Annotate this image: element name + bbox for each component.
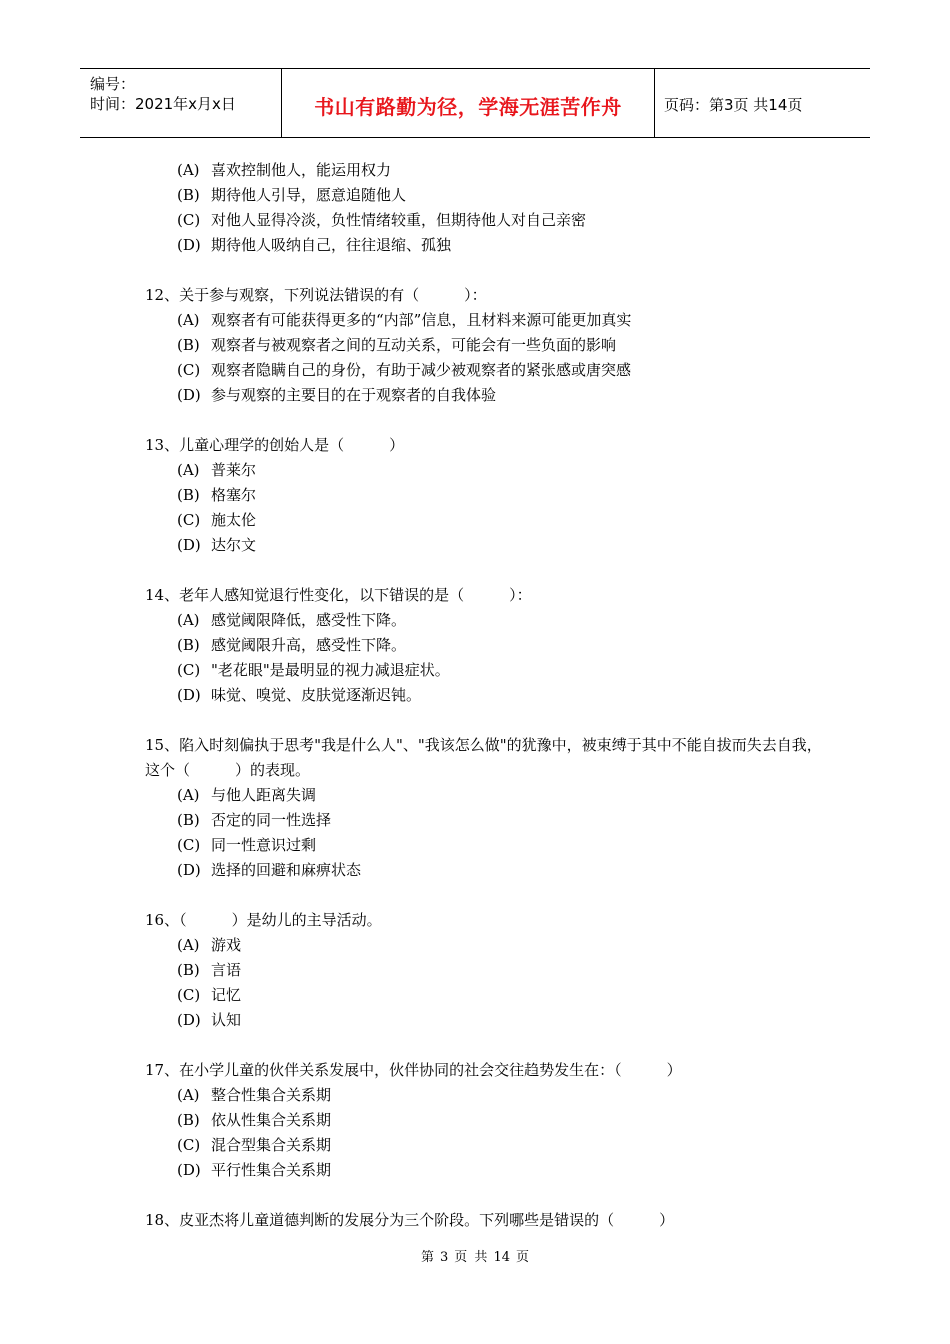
option-c [177,208,586,233]
option-label: (D) [177,236,201,254]
option-c [177,358,631,383]
option-d [177,533,256,558]
option-text: 否定的同一性选择 [211,811,332,829]
option-label: (A) [177,936,200,954]
option-d [177,383,496,408]
option-text: 认知 [211,1011,242,1029]
option-d [177,1158,331,1183]
option-text: 记忆 [211,986,242,1004]
option-a [177,308,631,333]
option-a [177,458,256,483]
option-text: 观察者与被观察者之间的互动关系，可能会有一些负面的影响 [211,336,617,354]
option-c [177,1133,331,1158]
option-d [177,233,451,258]
option-c [177,983,241,1008]
option-d [177,1008,241,1033]
option-b [177,183,406,208]
option-text: 喜欢控制他人，能运用权力 [211,161,392,179]
option-a [177,933,241,958]
footer-page-number: 3 [440,1250,449,1265]
option-label: (B) [177,486,200,504]
option-c [177,833,316,858]
option-label: (B) [177,811,200,829]
option-c [177,658,450,683]
option-b [177,958,241,983]
option-text: 达尔文 [211,536,257,554]
option-label: (B) [177,186,200,204]
number-label: 编号： [90,75,136,93]
header-meta [80,69,282,137]
footer-total-pages: 14 [493,1250,510,1265]
page-info: 页码：第3页 共14页 [664,96,803,114]
option-a [177,783,316,808]
option-a [177,1083,331,1108]
option-text: 整合性集合关系期 [211,1086,332,1104]
option-b [177,633,406,658]
option-text: 观察者隐瞒自己的身份，有助于减少被观察者的紧张感或唐突感 [211,361,632,379]
option-a [177,158,391,183]
option-text: 期待他人引导，愿意追随他人 [211,186,407,204]
question-stem: 14、老年人感知觉退行性变化，以下错误的是（ ）： [145,586,532,604]
option-text: 混合型集合关系期 [211,1136,332,1154]
option-text: 依从性集合关系期 [211,1111,332,1129]
option-d [177,683,421,708]
option-label: (B) [177,961,200,979]
option-text: 同一性意识过剩 [211,836,317,854]
option-label: (C) [177,836,201,854]
option-label: (C) [177,511,201,529]
question-stem: 13、儿童心理学的创始人是（ ） [145,436,405,454]
option-text: 对他人显得冷淡，负性情绪较重，但期待他人对自己亲密 [211,211,587,229]
option-label: (C) [177,1136,201,1154]
option-text: 感觉阈限升高，感受性下降。 [211,636,407,654]
option-label: (D) [177,1161,201,1179]
page-header [80,68,870,138]
option-d [177,858,361,883]
option-label: (B) [177,636,200,654]
option-text: 格塞尔 [211,486,257,504]
question-stem: 12、关于参与观察，下列说法错误的有（ ）： [145,286,487,304]
option-b [177,1108,331,1133]
option-label: (A) [177,161,200,179]
option-text: 观察者有可能获得更多的“内部”信息，且材料来源可能更加真实 [211,311,632,329]
option-text: 期待他人吸纳自己，往往退缩、孤独 [211,236,452,254]
option-text: 参与观察的主要目的在于观察者的自我体验 [211,386,497,404]
option-b [177,808,331,833]
option-label: (D) [177,386,201,404]
option-label: (B) [177,1111,200,1129]
option-text: 感觉阈限降低，感受性下降。 [211,611,407,629]
option-text: 普莱尔 [211,461,257,479]
option-text: 与他人距离失调 [211,786,317,804]
option-label: (C) [177,211,201,229]
option-text: 味觉、嗅觉、皮肤觉逐渐迟钝。 [211,686,422,704]
question-stem: 16、（ ）是幼儿的主导活动。 [145,911,382,929]
option-label: (A) [177,786,200,804]
option-label: (D) [177,861,201,879]
option-text: "老花眼"是最明显的视力减退症状。 [211,661,450,679]
page-footer [0,1246,950,1265]
header-page-cell [655,69,870,137]
option-a [177,608,406,633]
option-c [177,508,256,533]
question-stem: 17、在小学儿童的伙伴关系发展中，伙伴协同的社会交往趋势发生在：（ ） [145,1061,682,1079]
footer-prefix: 第 [421,1250,435,1265]
footer-suffix: 页 [515,1250,529,1265]
option-label: (D) [177,686,201,704]
option-text: 游戏 [211,936,242,954]
option-label: (A) [177,1086,200,1104]
option-label: (A) [177,311,200,329]
question-stem: 18、皮亚杰将儿童道德判断的发展分为三个阶段。下列哪些是错误的（ ） [145,1211,675,1229]
option-label: (C) [177,986,201,1004]
option-label: (A) [177,611,200,629]
option-text: 施太伦 [211,511,257,529]
option-label: (C) [177,361,201,379]
footer-mid: 页 共 [454,1250,488,1265]
option-label: (A) [177,461,200,479]
option-text: 平行性集合关系期 [211,1161,332,1179]
option-label: (D) [177,1011,201,1029]
option-label: (D) [177,536,201,554]
question-stem: 15、陷入时刻偏执于思考"我是什么人"、"我该怎么做"的犹豫中，被束缚于其中不能自拔而失去自我，这个（ ）的表现。 [145,736,822,779]
motto: 书山有路勤为径，学海无涯苦作舟 [314,95,622,119]
option-b [177,483,256,508]
option-label: (C) [177,661,201,679]
option-label: (B) [177,336,200,354]
option-text: 选择的回避和麻痹状态 [211,861,362,879]
option-text: 言语 [211,961,242,979]
header-motto-cell [282,69,655,137]
time-label: 时间：2021年x月x日 [90,95,236,113]
option-b [177,333,616,358]
